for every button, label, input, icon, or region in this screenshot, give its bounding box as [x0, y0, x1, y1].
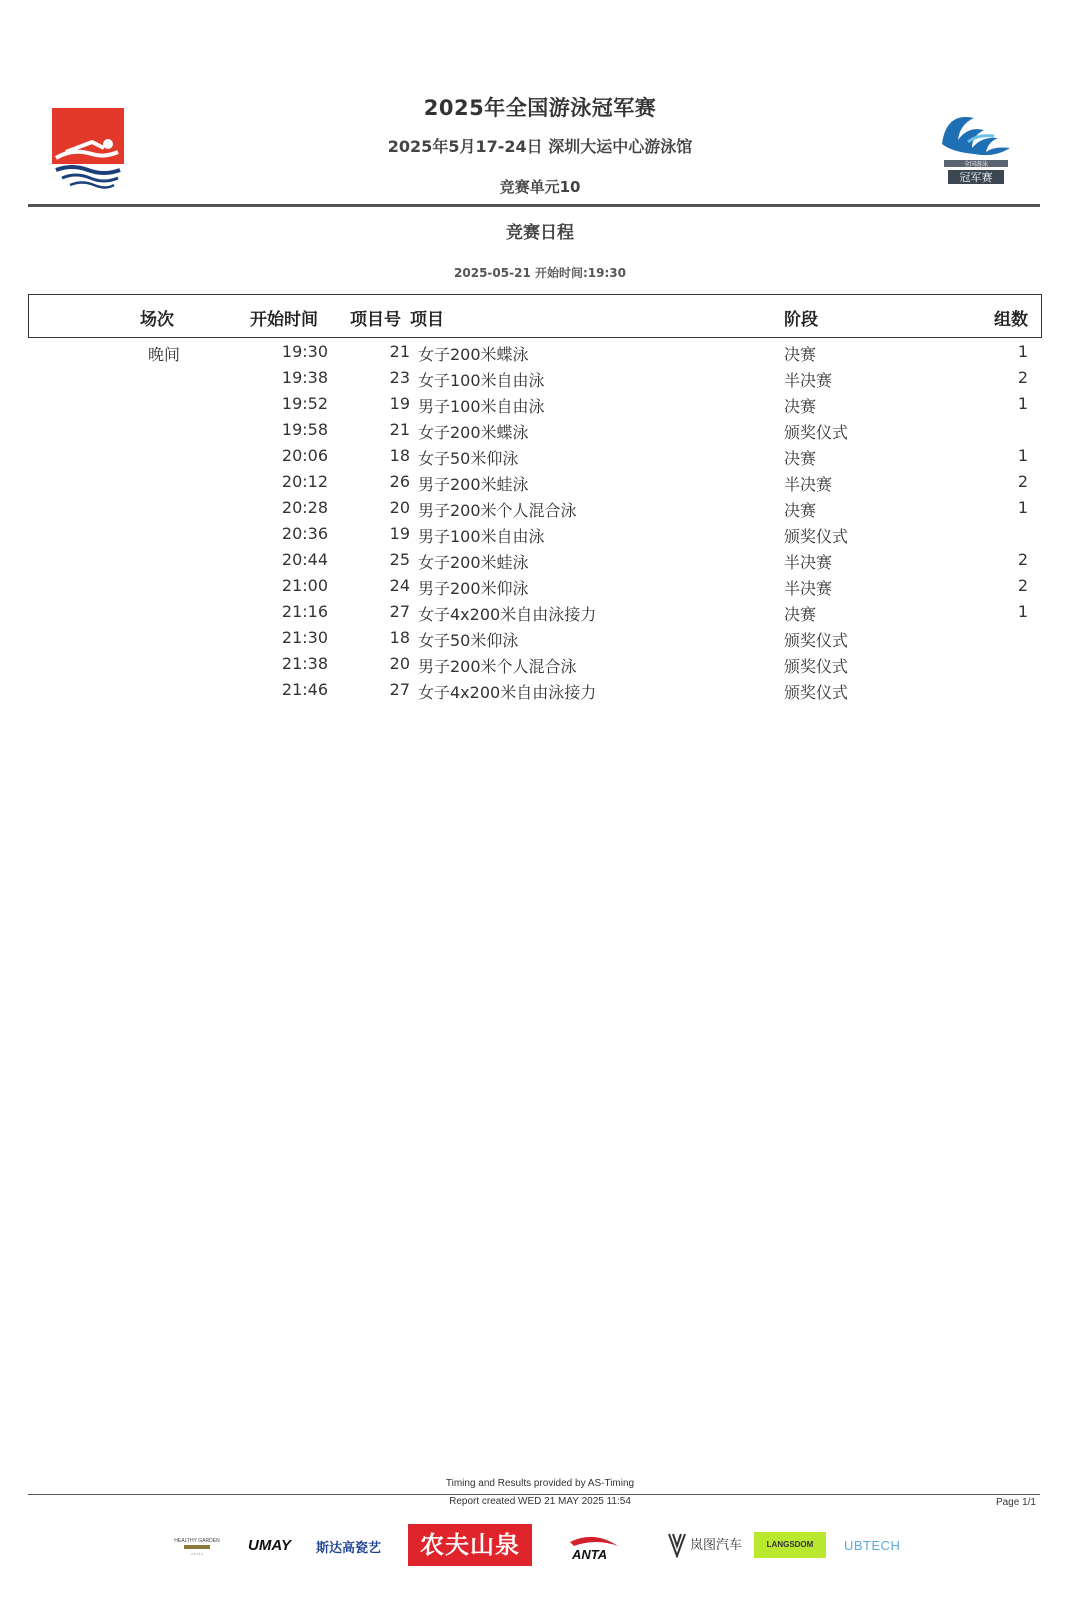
competition-unit: 竞赛单元10: [499, 178, 581, 196]
dates-venue: 2025年5月17-24日 深圳大运中心游泳馆: [387, 137, 693, 156]
event-no-cell: 19: [389, 394, 410, 413]
time-cell: 20:12: [281, 472, 328, 491]
heats-cell: 2: [1017, 368, 1028, 387]
phase-cell: 半决赛: [784, 475, 833, 494]
event-no-cell: 26: [389, 472, 410, 491]
phase-cell: 半决赛: [784, 371, 833, 390]
heats-cell: 1: [1017, 342, 1028, 361]
page-title: 2025年全国游泳冠军赛: [423, 96, 657, 120]
event-no-cell: 18: [389, 446, 410, 465]
event-no-cell: 27: [389, 680, 410, 699]
time-cell: 20:36: [281, 524, 328, 543]
table-row: [0, 472, 1080, 498]
voyah-mark-icon: [668, 1532, 686, 1558]
heats-cell: 1: [1017, 498, 1028, 517]
event-cell: 女子100米自由泳: [418, 371, 545, 390]
event-cell: 男子200米个人混合泳: [418, 657, 577, 676]
sponsor-strip: [0, 1520, 1080, 1570]
event-no-cell: 20: [389, 654, 410, 673]
table-row: [0, 420, 1080, 446]
time-cell: 20:28: [281, 498, 328, 517]
event-no-cell: 23: [389, 368, 410, 387]
langsdom-logo: LANGSDOM: [754, 1532, 826, 1558]
phase-cell: 决赛: [784, 501, 817, 520]
svg-text:冠军赛: 冠军赛: [959, 171, 993, 184]
event-no-cell: 25: [389, 550, 410, 569]
col-header-phase: 阶段: [784, 310, 818, 330]
phase-cell: 半决赛: [784, 579, 833, 598]
phase-cell: 颁奖仪式: [784, 527, 849, 546]
anta-logo: [566, 1532, 622, 1562]
time-cell: 21:30: [281, 628, 328, 647]
table-row: [0, 524, 1080, 550]
report-created: Report created WED 21 MAY 2025 11:54: [449, 1496, 631, 1507]
time-cell: 19:52: [281, 394, 328, 413]
phase-cell: 决赛: [784, 397, 817, 416]
svg-text:• • • • •: • • • • •: [191, 1551, 203, 1556]
table-row: [0, 576, 1080, 602]
phase-cell: 决赛: [784, 605, 817, 624]
timing-credit: Timing and Results provided by AS-Timing: [445, 1478, 635, 1489]
event-no-cell: 21: [389, 420, 410, 439]
anta-lettering: ANTA: [572, 1547, 608, 1562]
phase-cell: 颁奖仪式: [784, 683, 849, 702]
page-number: Page 1/1: [995, 1497, 1036, 1508]
event-no-cell: 24: [389, 576, 410, 595]
time-cell: 19:58: [281, 420, 328, 439]
event-no-cell: 20: [389, 498, 410, 517]
time-cell: 19:30: [281, 342, 328, 361]
event-cell: 女子4x200米自由泳接力: [418, 683, 597, 702]
heats-cell: 1: [1017, 394, 1028, 413]
phase-cell: 半决赛: [784, 553, 833, 572]
table-row: [0, 368, 1080, 394]
event-cell: 女子200米蛙泳: [418, 553, 529, 572]
event-cell: 男子200米蛙泳: [418, 475, 529, 494]
header-divider: [28, 204, 1040, 207]
col-header-session: 场次: [140, 310, 174, 330]
phase-cell: 决赛: [784, 345, 817, 364]
svg-text:HEALTHY GARDEN: HEALTHY GARDEN: [174, 1538, 220, 1544]
heats-cell: 2: [1017, 576, 1028, 595]
time-cell: 19:38: [281, 368, 328, 387]
event-no-cell: 18: [389, 628, 410, 647]
event-no-cell: 27: [389, 602, 410, 621]
table-row: [0, 342, 1080, 368]
col-header-start-time: 开始时间: [250, 310, 318, 330]
ubtech-logo: UBTECH: [844, 1538, 901, 1553]
sida-ceramics-logo: 斯达高瓷艺: [316, 1540, 382, 1555]
nongfu-spring-logo: 农夫山泉: [408, 1524, 532, 1566]
table-row: [0, 628, 1080, 654]
event-cell: 女子4x200米自由泳接力: [418, 605, 597, 624]
heats-cell: 2: [1017, 550, 1028, 569]
table-row: [0, 680, 1080, 706]
col-header-event-no: 项目号: [350, 310, 401, 330]
heats-cell: 2: [1017, 472, 1028, 491]
voyah-logo: 岚图汽车: [690, 1537, 743, 1552]
table-row: [0, 654, 1080, 680]
time-cell: 21:38: [281, 654, 328, 673]
event-cell: 女子200米蝶泳: [418, 345, 529, 364]
table-row: [0, 498, 1080, 524]
time-cell: 20:06: [281, 446, 328, 465]
event-cell: 男子200米仰泳: [418, 579, 529, 598]
event-cell: 男子100米自由泳: [418, 527, 545, 546]
table-row: [0, 550, 1080, 576]
time-cell: 20:44: [281, 550, 328, 569]
table-row: [0, 394, 1080, 420]
championship-wave-logo: [938, 108, 1014, 188]
event-cell: 男子200米个人混合泳: [418, 501, 577, 520]
footer-divider: [28, 1494, 1040, 1495]
time-cell: 21:16: [281, 602, 328, 621]
heats-cell: 1: [1017, 446, 1028, 465]
phase-cell: 决赛: [784, 449, 817, 468]
time-cell: 21:00: [281, 576, 328, 595]
table-header-box: [28, 294, 1042, 338]
swimming-federation-logo: [52, 108, 124, 190]
section-title: 竞赛日程: [506, 223, 574, 243]
logo-lettering: 全国游泳: [963, 161, 989, 168]
umay-logo: UMAY: [248, 1537, 292, 1554]
event-no-cell: 21: [389, 342, 410, 361]
table-row: [0, 446, 1080, 472]
col-header-event: 项目: [410, 310, 444, 330]
table-row: [0, 602, 1080, 628]
phase-cell: 颁奖仪式: [784, 423, 849, 442]
date-start-line: 2025-05-21 开始时间:19:30: [454, 266, 626, 280]
healthy-garden-logo: [174, 1534, 220, 1558]
event-no-cell: 19: [389, 524, 410, 543]
heats-cell: 1: [1017, 602, 1028, 621]
session-cell: 晚间: [148, 345, 181, 364]
event-cell: 女子50米仰泳: [418, 449, 519, 468]
time-cell: 21:46: [281, 680, 328, 699]
event-cell: 女子200米蝶泳: [418, 423, 529, 442]
event-cell: 女子50米仰泳: [418, 631, 519, 650]
event-cell: 男子100米自由泳: [418, 397, 545, 416]
col-header-heats: 组数: [994, 310, 1028, 330]
phase-cell: 颁奖仪式: [784, 631, 849, 650]
phase-cell: 颁奖仪式: [784, 657, 849, 676]
